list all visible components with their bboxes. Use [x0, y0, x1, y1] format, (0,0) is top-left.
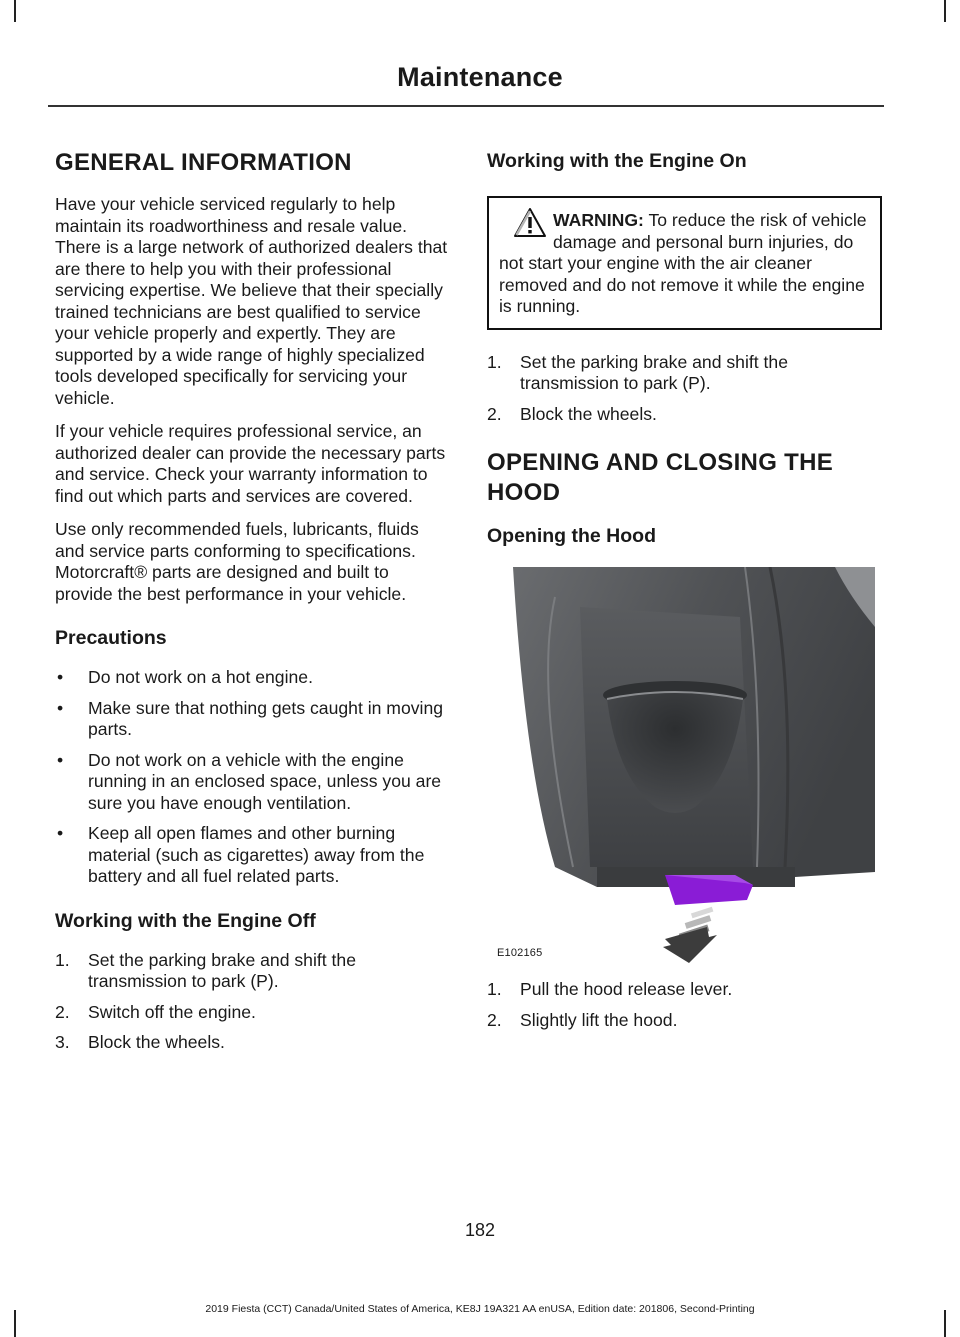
- paragraph: Have your vehicle serviced regularly to help maintain its roadworthiness and resale value. There is a large network of authorized dealers that are there to help you with their professional servicing expertise. We believe that their specially trained technicians are best qualified to service your vehicle properly and expertly. They are supported by a wide range of highly specialized tools developed specifically for servicing your vehicle.: [55, 194, 448, 408]
- page-footer: 2019 Fiesta (CCT) Canada/United States of America, KE8J 19A321 AA enUSA, Edition date: 201806, Second-Printing: [205, 1303, 755, 1315]
- step-text: Block the wheels.: [88, 1032, 225, 1052]
- warning-triangle-icon: [513, 207, 547, 239]
- pull-arrow-icon: [663, 907, 717, 963]
- crop-mark-top-right: [944, 0, 946, 22]
- warning-box: [487, 196, 882, 330]
- header-divider: [48, 105, 884, 107]
- general-information-heading: GENERAL INFORMATION: [55, 149, 352, 176]
- step-number: 2.: [487, 1009, 502, 1030]
- list-item: [55, 823, 450, 888]
- list-item: [487, 404, 882, 426]
- step-number: 3.: [55, 1032, 70, 1052]
- step-number: 2.: [487, 403, 502, 424]
- list-item: [487, 1010, 882, 1032]
- figure-code: E102165: [497, 947, 543, 959]
- crop-mark-top-left: [14, 0, 16, 22]
- list-item-text: Do not work on a vehicle with the engine running in an enclosed space, unless you are sure you have enough ventilation.: [88, 749, 442, 813]
- list-item: [487, 352, 882, 395]
- paragraph: Use only recommended fuels, lubricants, fluids and service parts conforming to specifications. Motorcraft® parts are designed and built to provide the best performance in your vehicle.: [55, 519, 419, 604]
- step-text: Switch off the engine.: [88, 1001, 256, 1022]
- warning-text: To reduce the risk of vehicle damage and personal burn injuries, do not start your engine with the air cleaner removed and do not remove it while the engine is running.: [499, 210, 867, 316]
- engine-on-heading: Working with the Engine On: [487, 150, 747, 172]
- list-item: [487, 979, 882, 1001]
- engine-off-steps: [55, 950, 450, 1054]
- step-number: 2.: [55, 1001, 70, 1022]
- list-item: [55, 1032, 450, 1054]
- warning-label: WARNING:: [553, 210, 644, 230]
- list-item-text: Do not work on a hot engine.: [88, 667, 313, 687]
- bullet: •: [57, 667, 64, 687]
- list-item: [55, 698, 450, 741]
- heading-line: OPENING AND CLOSING THE: [487, 449, 834, 476]
- bullet: •: [57, 697, 64, 718]
- paragraph: If your vehicle requires professional service, an authorized dealer can provide the necessary parts and service. Check your warranty information to find out which parts and services are covered.: [55, 421, 446, 506]
- step-text: Set the parking brake and shift the transmission to park (P).: [88, 949, 356, 991]
- page-number: 182: [464, 1220, 496, 1240]
- bullet: •: [57, 749, 64, 770]
- step-text: Slightly lift the hood.: [520, 1009, 678, 1030]
- engine-on-steps: [487, 352, 882, 426]
- list-item: [55, 950, 450, 993]
- hood-release-figure: [495, 567, 875, 967]
- left-column: [55, 148, 450, 1070]
- heading-line: HOOD: [487, 479, 561, 506]
- step-text: Set the parking brake and shift the transmission to park (P).: [520, 351, 788, 393]
- list-item-text: Make sure that nothing gets caught in moving parts.: [88, 697, 444, 739]
- right-column: [487, 148, 882, 1047]
- bullet: •: [57, 823, 64, 843]
- engine-off-heading: Working with the Engine Off: [55, 909, 316, 932]
- list-item: [55, 750, 450, 815]
- opening-hood-heading: Opening the Hood: [487, 525, 656, 547]
- step-number: 1.: [487, 351, 502, 372]
- step-number: 1.: [55, 949, 70, 970]
- hood-steps: [487, 979, 882, 1031]
- hood-section-heading: [487, 449, 882, 507]
- hood-release-lever-illustration: [495, 567, 875, 967]
- step-text: Block the wheels.: [520, 403, 657, 424]
- step-number: 1.: [487, 979, 502, 999]
- page-header-title: Maintenance: [397, 62, 563, 92]
- list-item: [55, 667, 450, 689]
- step-text: Pull the hood release lever.: [520, 979, 733, 999]
- list-item: [55, 1002, 450, 1024]
- list-item-text: Keep all open flames and other burning material (such as cigarettes) away from the battery and all fuel related parts.: [88, 823, 425, 886]
- precautions-heading: Precautions: [55, 627, 167, 649]
- precautions-list: [55, 667, 450, 888]
